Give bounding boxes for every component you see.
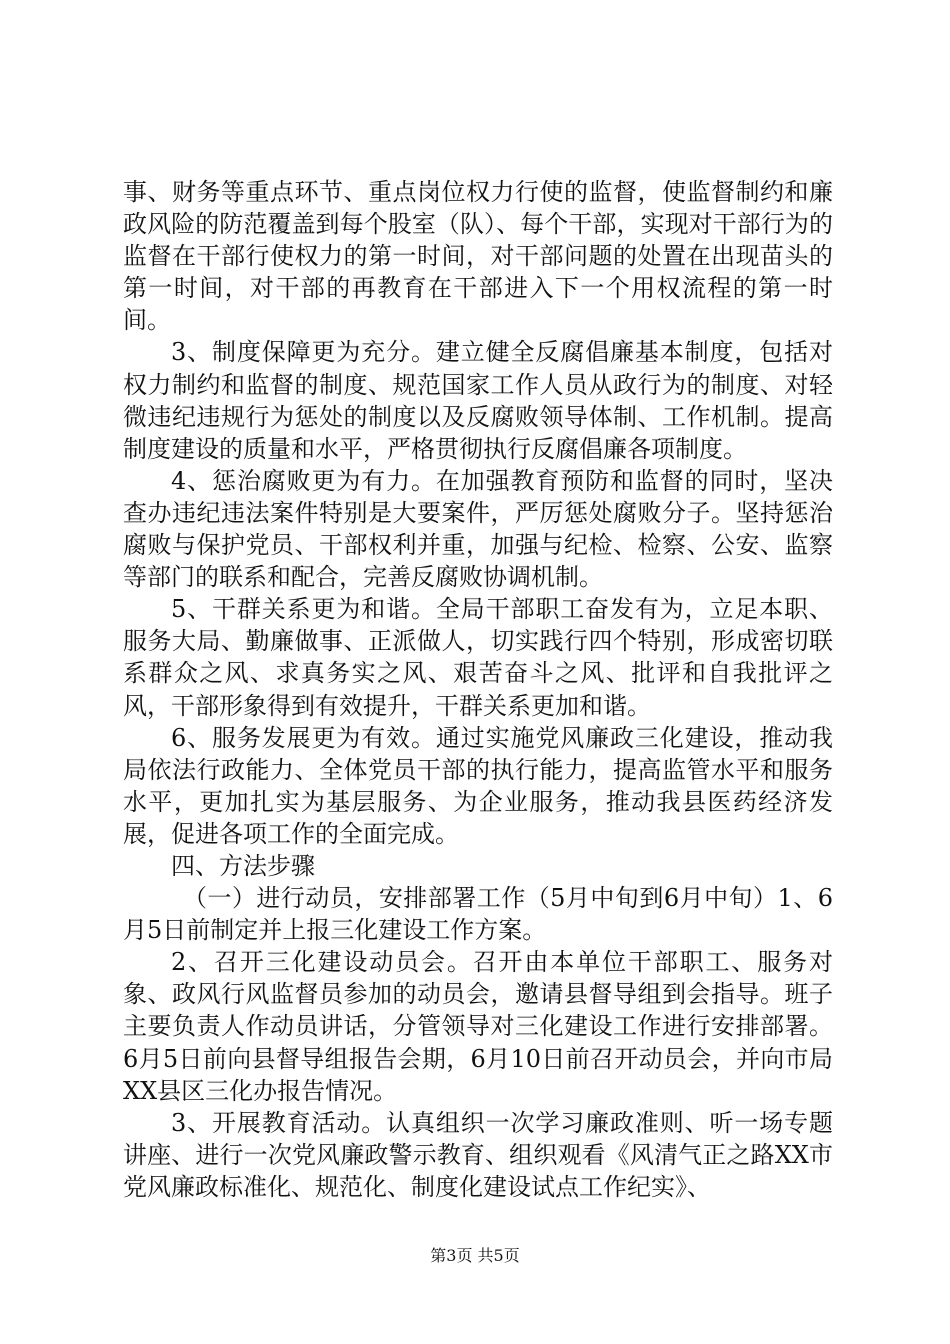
paragraph-step-3: 3、开展教育活动。认真组织一次学习廉政准则、听一场专题讲座、进行一次党风廉政警示教育、组织观看《风清气正之路XX市党风廉政标准化、规范化、制度化建设试点工作纪实》、 xyxy=(123,1108,833,1201)
page-number-label: 第3页 共5页 xyxy=(430,1246,520,1265)
paragraph-item-4: 4、惩治腐败更为有力。在加强教育预防和监督的同时，坚决查办违纪违法案件特别是大要案件，严厉惩处腐败分子。坚持惩治腐败与保护党员、干部权利并重，加强与纪检、检察、公安、监察等部门的联系和配合，完善反腐败协调机制。 xyxy=(123,466,833,592)
paragraph-item-5: 5、干群关系更为和谐。全局干部职工奋发有为，立足本职、服务大局、勤廉做事、正派做人，切实践行四个特别，形成密切联系群众之风、求真务实之风、艰苦奋斗之风、批评和自我批评之风，干部形象得到有效提升，干群关系更加和谐。 xyxy=(123,595,833,720)
paragraph-item-3: 3、制度保障更为充分。建立健全反腐倡廉基本制度，包括对权力制约和监督的制度、规范国家工作人员从政行为的制度、对轻微违纪违规行为惩处的制度以及反腐败领导体制、工作机制。提高制度建设的质量和水平，严格贯彻执行反腐倡廉各项制度。 xyxy=(123,338,833,463)
document-body xyxy=(123,176,833,1203)
section-heading-methods: 四、方法步骤 xyxy=(171,851,315,880)
paragraph-step-1: （一）进行动员，安排部署工作（5月中旬到6月中旬）1、6月5日前制定并上报三化建设工作方案。 xyxy=(123,884,833,945)
paragraph-continuation: 事、财务等重点环节、重点岗位权力行使的监督，使监督制约和廉政风险的防范覆盖到每个股室（队）、每个干部，实现对干部行为的监督在干部行使权力的第一时间，对干部问题的处置在出现苗头的第一时间，对干部的再教育在干部进入下一个用权流程的第一时间。 xyxy=(123,178,833,335)
page-footer xyxy=(0,1243,950,1266)
paragraph-item-6: 6、服务发展更为有效。通过实施党风廉政三化建设，推动我局依法行政能力、全体党员干部的执行能力，提高监管水平和服务水平，更加扎实为基层服务、为企业服务，推动我县医药经济发展，促进各项工作的全面完成。 xyxy=(123,723,833,848)
paragraph-step-2: 2、召开三化建设动员会。召开由本单位干部职工、服务对象、政风行风监督员参加的动员会，邀请县督导组到会指导。班子主要负责人作动员讲话，分管领导对三化建设工作进行安排部署。6月5日前向县督导组报告会期，6月10日前召开动员会，并向市局XX县区三化办报告情况。 xyxy=(123,948,833,1105)
